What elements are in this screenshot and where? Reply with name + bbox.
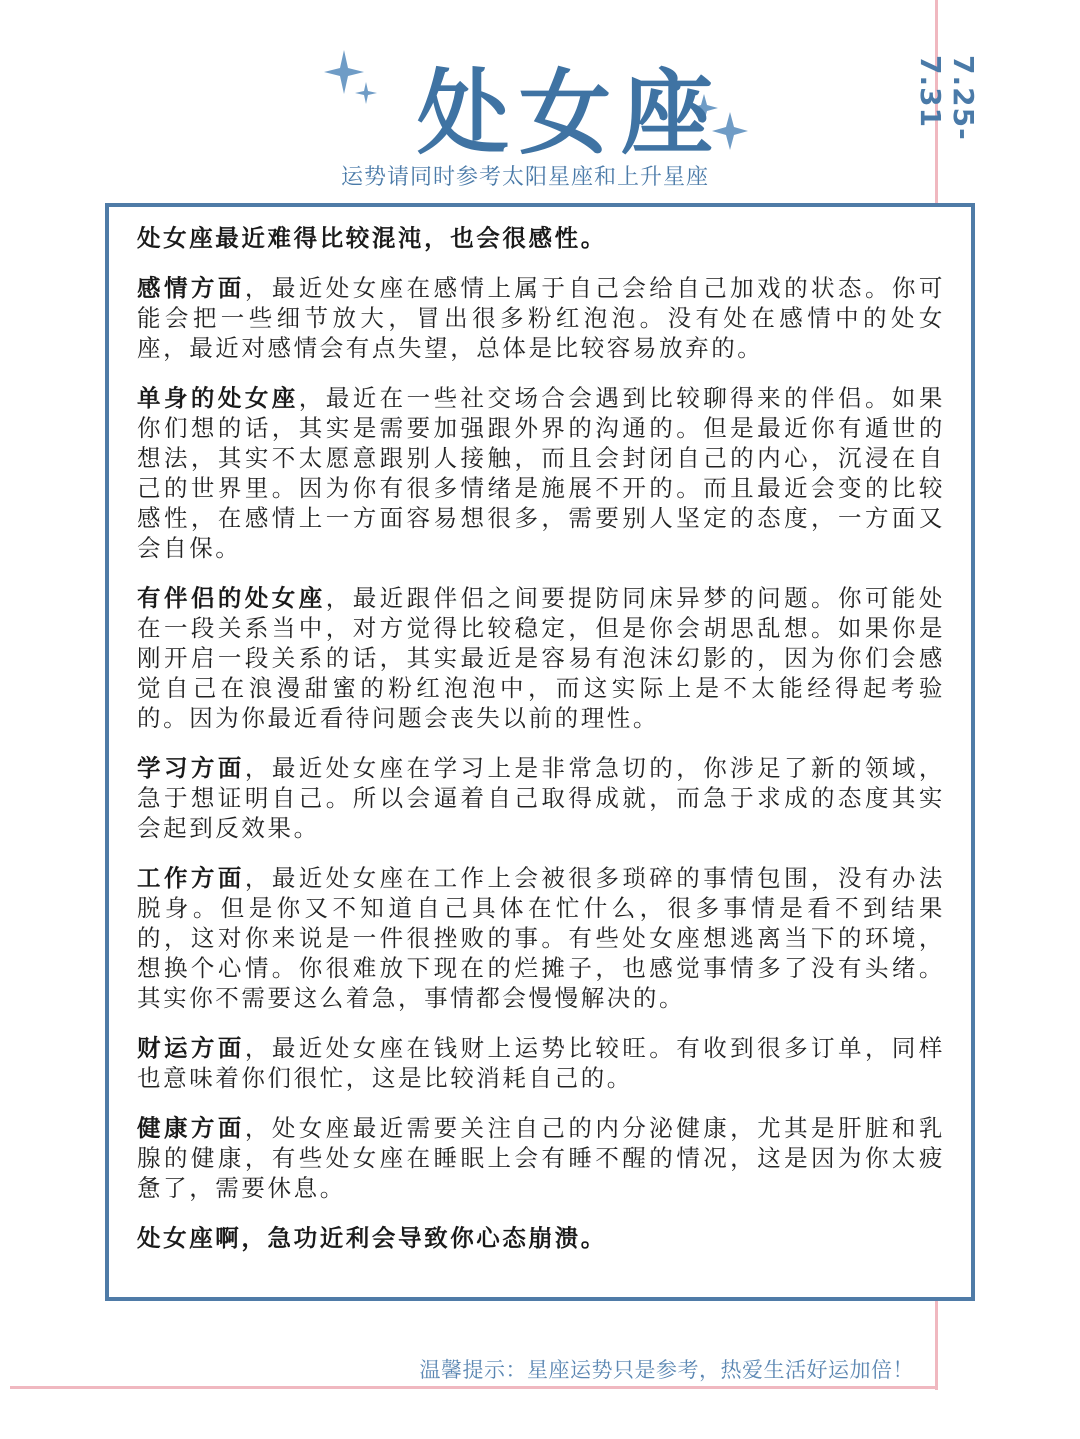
section-text: ，最近在一些社交场合会遇到比较聊得来的伴侣。如果你们想的话，其实是需要加强跟外界的沟通的。但是最近你有遁世的想法，其实不太愿意跟别人接触，而且会封闭自己的内心，沉浸在自己的世界里。因为你有很多情绪是施展不开的。而且最近会变的比较感性，在感情上一方面容易想很多，需要别人坚定的态度，一方面又会自保。: [137, 384, 945, 562]
section-heading: 学习方面: [137, 754, 245, 782]
section-text: ，最近处女座在工作上会被很多琐碎的事情包围，没有办法脱身。但是你又不知道自己具体在忙什么，很多事情是看不到结果的，这对你来说是一件很挫败的事。有些处女座想逃离当下的环境，想换个心情。你很难放下现在的烂摊子，也感觉事情多了没有头绪。其实你不需要这么着急，事情都会慢慢解决的。: [137, 864, 945, 1012]
section-single: [137, 383, 945, 563]
intro-paragraph: [137, 223, 945, 253]
section-heading: 健康方面: [137, 1114, 245, 1142]
section-text: ，最近处女座在学习上是非常急切的，你涉足了新的领域，急于想证明自己。所以会逼着自己取得成就，而急于求成的态度其实会起到反效果。: [137, 754, 945, 842]
intro-text: 处女座最近难得比较混沌，也会很感性。: [137, 224, 607, 252]
section-partnered: [137, 583, 945, 733]
section-health: [137, 1113, 945, 1203]
section-heading: 感情方面: [137, 274, 245, 302]
date-range: 7.25-7.31: [914, 55, 980, 141]
outro-paragraph: [137, 1223, 945, 1253]
outro-text: 处女座啊，急功近利会导致你心态崩溃。: [137, 1224, 607, 1252]
section-heading: 工作方面: [137, 864, 245, 892]
section-heading: 财运方面: [137, 1034, 245, 1062]
page-title: 处女座: [416, 60, 723, 167]
section-text: ，最近处女座在钱财上运势比较旺。有收到很多订单，同样也意味着你们很忙，这是比较消耗自己的。: [137, 1034, 945, 1092]
footer-tip: 温馨提示：星座运势只是参考，热爱生活好运加倍！: [419, 1358, 914, 1382]
section-text: ，最近处女座在感情上属于自己会给自己加戏的状态。你可能会把一些细节放大，冒出很多粉红泡泡。没有处在感情中的处女座，最近对感情会有点失望，总体是比较容易放弃的。: [137, 274, 945, 362]
section-work: [137, 863, 945, 1013]
pink-horizontal-line: [10, 1386, 938, 1389]
horoscope-content-box: [105, 203, 975, 1301]
section-text: ，最近跟伴侣之间要提防同床异梦的问题。你可能处在一段关系当中，对方觉得比较稳定，但是你会胡思乱想。如果你是刚开启一段关系的话，其实最近是容易有泡沫幻影的，因为你们会感觉自己在浪漫甜蜜的粉红泡泡中，而这实际上是不太能经得起考验的。因为你最近看待问题会丧失以前的理性。: [137, 584, 945, 732]
section-wealth: [137, 1033, 945, 1093]
section-text: ，处女座最近需要关注自己的内分泌健康，尤其是肝脏和乳腺的健康，有些处女座在睡眠上会有睡不醒的情况，这是因为你太疲惫了，需要休息。: [137, 1114, 945, 1202]
section-love: [137, 273, 945, 363]
section-heading: 有伴侣的处女座: [137, 584, 326, 612]
section-heading: 单身的处女座: [137, 384, 299, 412]
section-study: [137, 753, 945, 843]
page-subtitle: 运势请同时参考太阳星座和上升星座: [340, 165, 709, 190]
